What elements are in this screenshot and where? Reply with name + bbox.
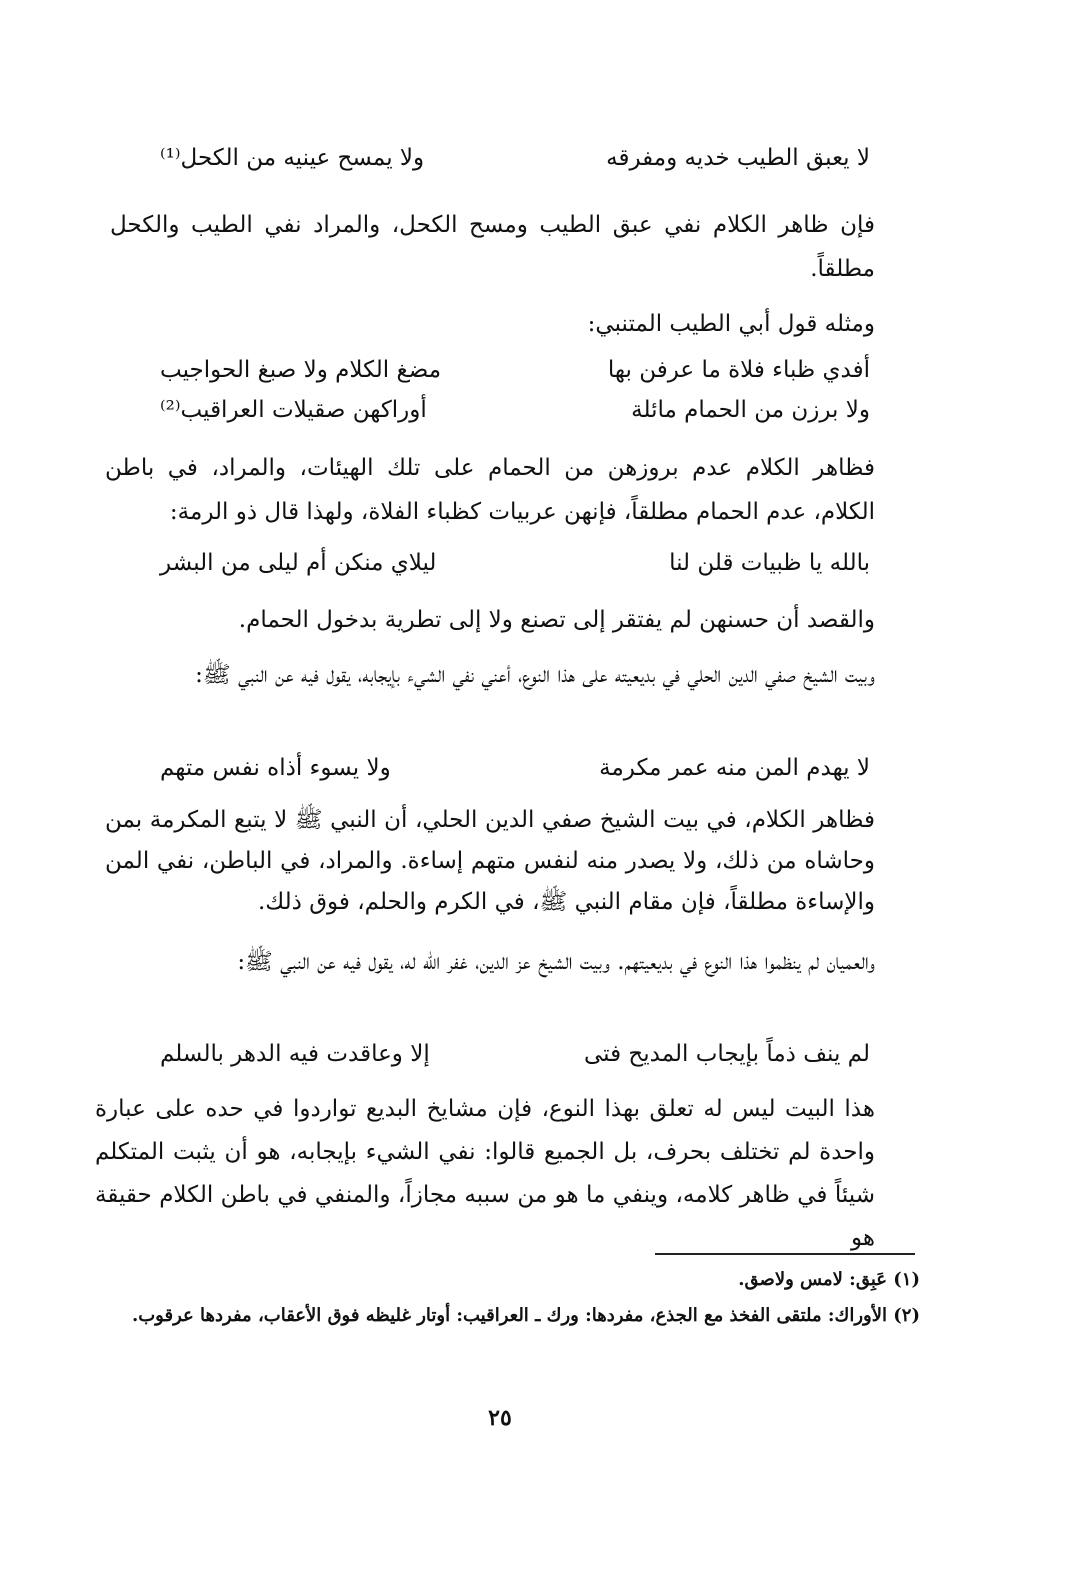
- verse-hemistich-right: بالله يا ظبيات قلن لنا: [669, 550, 870, 576]
- verse-hemistich-right: لا يهدم المن منه عمر مكرمة: [599, 755, 870, 781]
- verse-line: [160, 750, 870, 786]
- footnote-separator: [655, 1253, 915, 1255]
- verse-hemistich-left: ليلاي منكن أم ليلى من البشر: [160, 550, 437, 576]
- verse-hemistich-left: أوراكهن صقيلات العراقيب⁽²⁾: [160, 397, 427, 423]
- paragraph: هذا البيت ليس له تعلق بهذا النوع، فإن مشايخ البديع تواردوا في حده على عبارة واحدة لم تختلف بحرف، بل الجميع قالوا: نفي الشيء بإيجابه، هو أن يثبت المتكلم شيئاً في ظاهر كلامه، وينفي ما هو من سببه مجازاً، والمنفي في باطن الكلام حقيقة هو: [95, 1096, 875, 1251]
- verse-line: [160, 392, 870, 428]
- verse-hemistich-right: أفدي ظباء فلاة ما عرفن بها: [607, 357, 870, 383]
- verse-line: [160, 140, 870, 180]
- paragraph: والقصد أن حسنهن لم يفتقر إلى تصنع ولا إلى تطرية بدخول الحمام.: [238, 607, 875, 633]
- footnote: (١) عَبِق: لامس ولاصق.: [738, 1269, 920, 1290]
- verse-line: [160, 352, 870, 388]
- paragraph: فإن ظاهر الكلام نفي عبق الطيب ومسح الكحل، والمراد نفي الطيب والكحل مطلقاً.: [110, 212, 875, 282]
- verse-hemistich-left: ولا يسوء أذاه نفس متهم: [160, 755, 391, 781]
- page-number: ٢٥: [488, 1405, 512, 1431]
- paragraph: والعميان لم ينظموا هذا النوع في بديعيتهم. وبيت الشيخ عز الدين، غفر الله له، يقول فيه عن النبي ﷺ:: [237, 949, 875, 975]
- verse-hemistich-left: ولا يمسح عينيه من الكحل⁽¹⁾: [160, 145, 425, 171]
- verse-hemistich-right: لا يعبق الطيب خديه ومفرقه: [606, 145, 870, 171]
- verse-hemistich-left: مضغ الكلام ولا صبغ الحواجيب: [160, 357, 442, 383]
- footnote: (٢) الأوراك: ملتقى الفخذ مع الجذع، مفردها: ورك ـ العراقيب: أوتار غليظه فوق الأعقاب، مفردها عرقوب.: [131, 1305, 920, 1326]
- verse-hemistich-right: ولا برزن من الحمام مائلة: [631, 397, 870, 423]
- paragraph: فظاهر الكلام عدم بروزهن من الحمام على تلك الهيئات، والمراد، في باطن الكلام، عدم الحمام مطلقاً، فإنهن عربيات كظباء الفلاة، ولهذا قال ذو الرمة:: [105, 455, 875, 525]
- verse-hemistich-left: إلا وعاقدت فيه الدهر بالسلم: [160, 1041, 430, 1067]
- paragraph: وبيت الشيخ صفي الدين الحلي في بديعيته على هذا النوع، أعني نفي الشيء بإيجابه، يقول فيه عن النبي ﷺ:: [195, 662, 875, 688]
- paragraph: ومثله قول أبي الطيب المتنبي:: [587, 311, 875, 337]
- verse-line: [160, 1036, 870, 1072]
- paragraph: فظاهر الكلام، في بيت الشيخ صفي الدين الحلي، أن النبي ﷺ لا يتبع المكرمة بمن وحاشاه من ذلك، ولا يصدر منه لنفس متهم إساءة. والمراد، في الباطن، نفي المن والإساءة مطلقاً، فإن مقام النبي ﷺ، في الكرم والحلم، فوق ذلك.: [105, 807, 875, 915]
- verse-hemistich-right: لم ينف ذماً بإيجاب المديح فتى: [583, 1041, 870, 1067]
- verse-line: [160, 545, 870, 581]
